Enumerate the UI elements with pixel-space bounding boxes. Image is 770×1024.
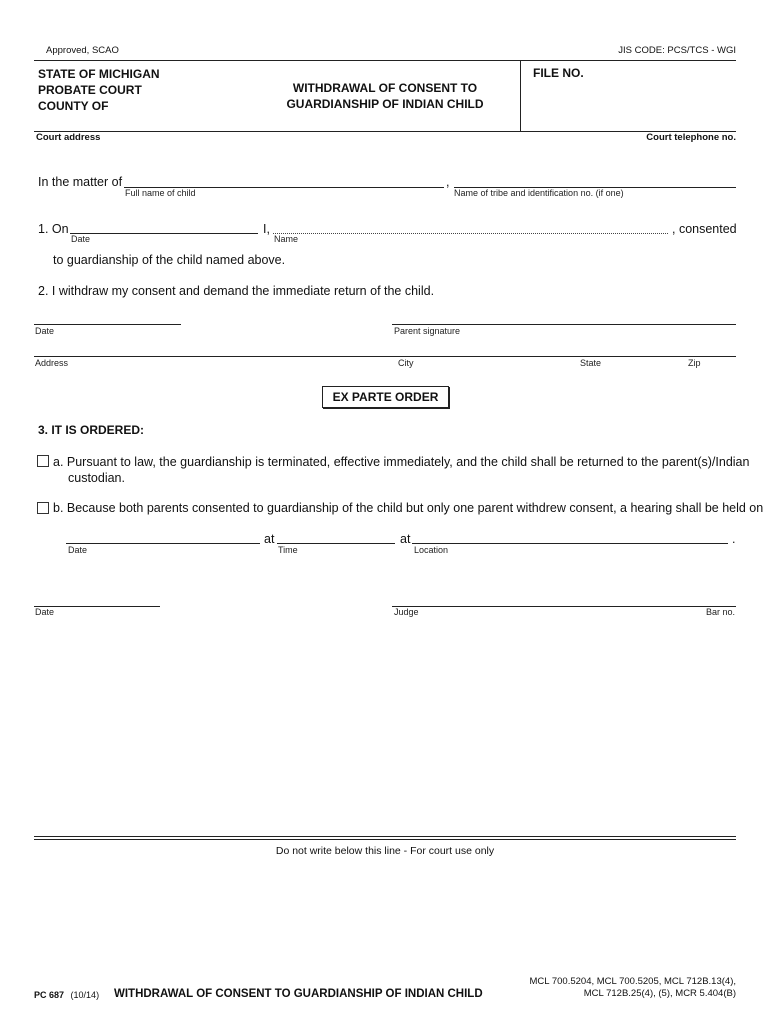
form-title-line1: WITHDRAWAL OF CONSENT TO (292, 81, 478, 95)
header-divider (520, 60, 521, 132)
ex-parte-order-title: EX PARTE ORDER (322, 386, 449, 408)
order-date-field[interactable] (34, 592, 160, 606)
footer-title: WITHDRAWAL OF CONSENT TO GUARDIANSHIP OF INDIAN CHILD (114, 988, 483, 1000)
consent-date-field[interactable] (70, 219, 258, 233)
address-line (34, 356, 736, 357)
item1-i: I, (263, 222, 270, 236)
child-name-caption: Full name of child (125, 188, 196, 198)
matter-label: In the matter of (38, 175, 123, 189)
hearing-date-line (66, 543, 260, 544)
judge-caption: Judge (394, 607, 419, 617)
tribe-caption: Name of tribe and identification no. (if one) (454, 188, 624, 198)
option-a-line1: a. Pursuant to law, the guardianship is terminated, effective immediately, and the child shall be returned to the parent(s)/Indian (53, 455, 750, 469)
approved-label: Approved, SCAO (46, 45, 119, 56)
jis-code-label: JIS CODE: PCS/TCS - WGI (618, 45, 736, 56)
court-use-rule-top (34, 836, 736, 837)
hearing-time-field[interactable] (277, 530, 395, 544)
form-no: PC 687 (34, 990, 65, 1000)
withdraw-date-field[interactable] (34, 310, 181, 324)
withdraw-date-line (34, 324, 181, 325)
hearing-time-caption: Time (278, 545, 298, 555)
tribe-field[interactable] (454, 173, 736, 187)
hearing-location-caption: Location (414, 545, 449, 555)
option-a-checkbox[interactable] (37, 455, 49, 467)
mcl-line1: MCL 700.5204, MCL 700.5205, MCL 712B.13(4), (529, 976, 736, 987)
parent-signature-field[interactable] (392, 310, 736, 324)
court-use-label: Do not write below this line - For court use only (275, 845, 495, 857)
item1-on: 1. On (38, 222, 69, 236)
bar-no-caption: Bar no. (705, 607, 735, 617)
it-is-ordered: 3. IT IS ORDERED: (38, 423, 145, 437)
city-caption: City (398, 358, 414, 368)
item1-continuation: to guardianship of the child named above. (53, 253, 286, 267)
hearing-date-field[interactable] (66, 530, 260, 544)
court-address-label: Court address (36, 132, 101, 143)
option-a-text (53, 454, 749, 486)
child-name-field[interactable] (124, 173, 444, 187)
form-number (34, 990, 99, 1000)
hearing-location-field[interactable] (412, 530, 728, 544)
form-rev: (10/14) (70, 990, 100, 1000)
order-date-caption: Date (35, 607, 55, 617)
header-bottom-rule (34, 131, 736, 132)
judge-signature-field[interactable] (392, 592, 736, 606)
item1-consented: , consented (672, 222, 737, 236)
mcl-line2: MCL 712B.25(4), (5), MCR 5.404(B) (583, 988, 736, 999)
address-field[interactable] (34, 342, 736, 356)
file-no-field[interactable] (600, 66, 730, 80)
court-telephone-label: Court telephone no. (646, 132, 736, 143)
hearing-time-line (277, 543, 395, 544)
option-b-text: b. Because both parents consented to guardianship of the child but only one parent withdrew consent, a hearing shall be held on (53, 501, 764, 515)
address-caption: Address (35, 358, 69, 368)
hearing-at1: at (264, 532, 275, 546)
file-no-label: FILE NO. (533, 66, 584, 80)
state-line: STATE OF MICHIGAN (38, 67, 160, 81)
parent-signature-caption: Parent signature (394, 326, 461, 336)
zip-caption: Zip (688, 358, 701, 368)
consent-date-caption: Date (71, 234, 91, 244)
option-b-checkbox[interactable] (37, 502, 49, 514)
header-top-rule (34, 60, 736, 61)
probate-court-line: PROBATE COURT (38, 83, 142, 97)
option-a-line2: custodian. (68, 471, 125, 485)
parent-signature-line (392, 324, 736, 325)
parent-name-line (273, 233, 668, 234)
consent-date-line (70, 233, 258, 234)
county-line: COUNTY OF (38, 99, 109, 113)
mcl-references (530, 976, 736, 1000)
item2-text: 2. I withdraw my consent and demand the immediate return of the child. (38, 284, 435, 298)
hearing-at2: at (400, 532, 411, 546)
parent-name-field[interactable] (273, 219, 668, 233)
withdraw-date-caption: Date (35, 326, 55, 336)
form-title (260, 80, 510, 112)
judge-signature-line (392, 606, 736, 607)
court-use-rule-bottom (34, 839, 736, 840)
hearing-location-line (412, 543, 728, 544)
form-title-line2: GUARDIANSHIP OF INDIAN CHILD (286, 97, 484, 111)
state-caption: State (580, 358, 602, 368)
matter-comma: , (446, 175, 450, 189)
court-caption (38, 66, 160, 114)
hearing-date-caption: Date (68, 545, 88, 555)
hearing-period: . (732, 532, 736, 546)
parent-name-caption: Name (274, 234, 299, 244)
